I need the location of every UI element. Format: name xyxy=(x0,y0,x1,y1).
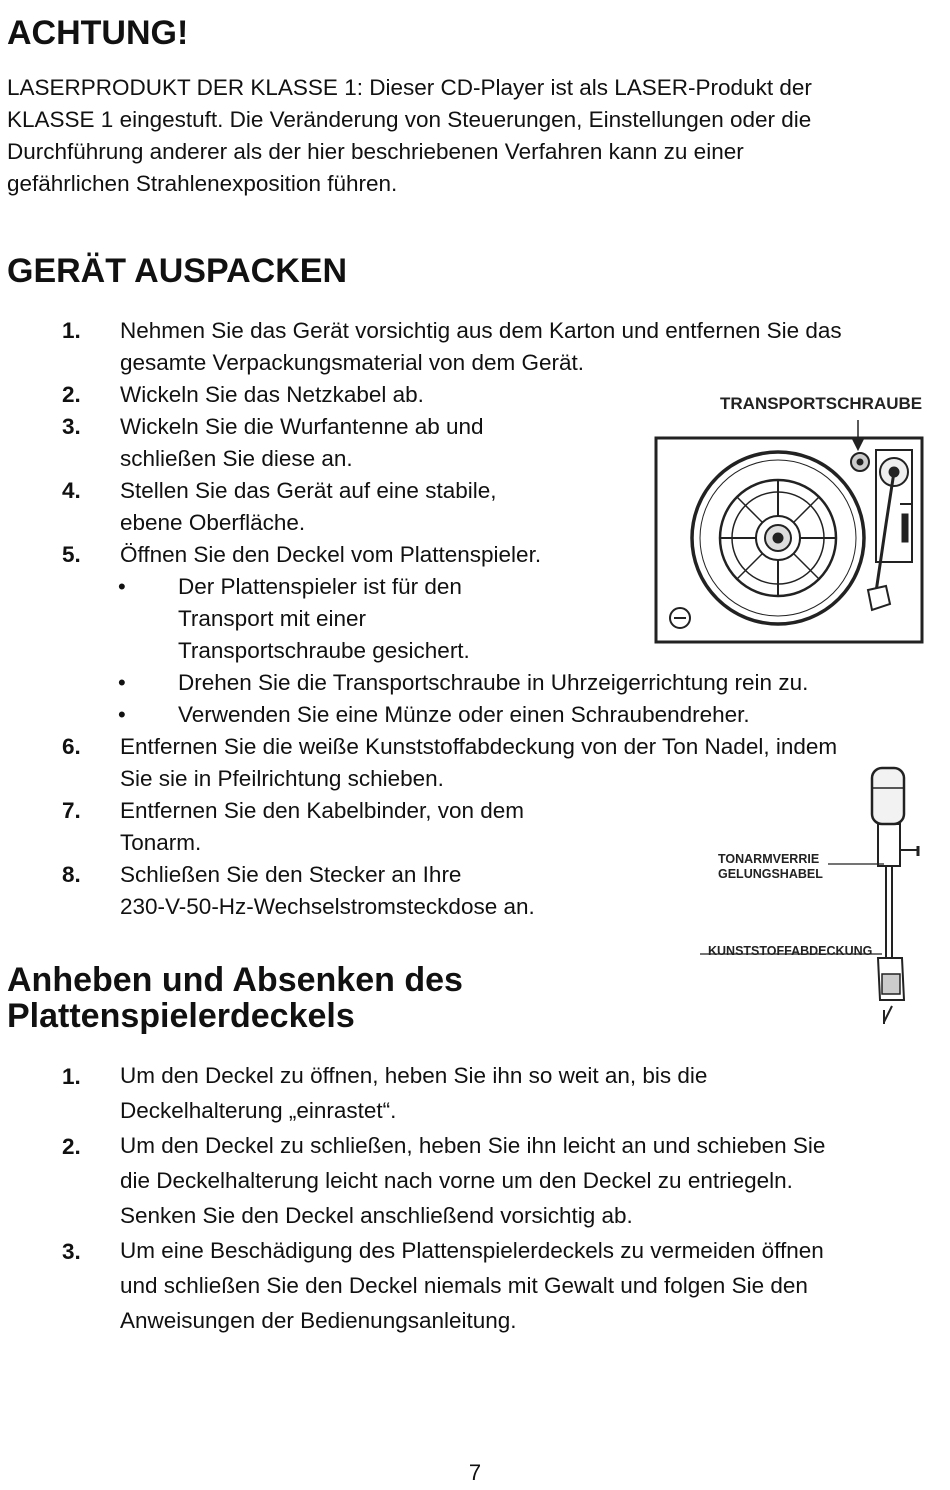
step-line: gesamte Verpackungsmaterial von dem Gerät. xyxy=(120,350,584,375)
step-line: Entfernen Sie den Kabelbinder, von dem xyxy=(120,798,525,823)
step-line: und schließen Sie den Deckel niemals mit Gewalt und folgen Sie den xyxy=(120,1273,808,1298)
bullet-line: Transportschraube gesichert. xyxy=(178,638,470,663)
plastic-cover-label: KUNSTSTOFFABDECKUNG xyxy=(708,944,873,958)
bullet-line: Transport mit einer xyxy=(178,606,366,631)
lid-title xyxy=(7,962,463,1034)
pointer-arrowhead xyxy=(853,440,863,450)
bullet-line: Verwenden Sie eine Münze oder einen Schraubendreher. xyxy=(178,702,750,727)
step-text xyxy=(120,795,524,859)
turntable-illustration xyxy=(650,414,930,646)
step-number: 8. xyxy=(62,862,81,887)
step-line: Schließen Sie den Stecker an Ihre xyxy=(120,862,462,887)
step-text xyxy=(120,379,424,411)
tonearm-lock-label-line: TONARMVERRIE xyxy=(718,852,820,866)
step-number: 7. xyxy=(62,798,81,823)
step-number: 5. xyxy=(62,542,81,567)
unpack-title: GERÄT AUSPACKEN xyxy=(7,252,348,290)
bullet-text xyxy=(178,667,808,699)
tonearm-lock-label xyxy=(718,852,823,882)
transport-screw-label: TRANSPORTSCHRAUBE xyxy=(720,394,923,413)
step-text xyxy=(120,315,842,379)
step-line: Entfernen Sie die weiße Kunststoffabdeckung von der Ton Nadel, indem xyxy=(120,734,838,759)
lid-title-line: Plattenspielerdeckels xyxy=(7,997,355,1035)
step-line: Um eine Beschädigung des Plattenspielerdeckels zu vermeiden öffnen xyxy=(120,1238,824,1263)
step-text xyxy=(120,1058,707,1128)
step-line: Um den Deckel zu schließen, heben Sie ihn leicht an und schieben Sie xyxy=(120,1133,826,1158)
step-line: Anweisungen der Bedienungsanleitung. xyxy=(120,1308,517,1333)
step-line: 230-V-50-Hz-Wechselstromsteckdose an. xyxy=(120,894,535,919)
bullet-text xyxy=(178,571,470,667)
page-number: 7 xyxy=(468,1460,482,1485)
step-number: 3. xyxy=(62,1239,81,1264)
step-line: die Deckelhalterung leicht nach vorne um den Deckel zu entriegeln. xyxy=(120,1168,793,1193)
warning-line: Durchführung anderer als der hier beschriebenen Verfahren kann zu einer xyxy=(7,139,744,164)
step-line: schließen Sie diese an. xyxy=(120,446,353,471)
step-line: ebene Oberfläche. xyxy=(120,510,306,535)
step-line: Senken Sie den Deckel anschließend vorsichtig ab. xyxy=(120,1203,633,1228)
step-text xyxy=(120,539,541,571)
step-number: 4. xyxy=(62,478,81,503)
step-line: Sie sie in Pfeilrichtung schieben. xyxy=(120,766,444,791)
step-number: 1. xyxy=(62,1064,81,1089)
warning-line: gefährlichen Strahlenexposition führen. xyxy=(7,171,398,196)
step-line: Wickeln Sie die Wurfantenne ab und xyxy=(120,414,484,439)
step-number: 3. xyxy=(62,414,81,439)
warning-text xyxy=(7,72,942,200)
bullet-text xyxy=(178,699,750,731)
step-text xyxy=(120,1128,825,1233)
bullet-point: • xyxy=(118,574,126,599)
spindle xyxy=(773,533,783,543)
step-number: 1. xyxy=(62,318,81,343)
step-line: Stellen Sie das Gerät auf eine stabile, xyxy=(120,478,497,503)
step-text xyxy=(120,859,535,923)
stylus-cover xyxy=(882,974,900,994)
warning-line: LASERPRODUKT DER KLASSE 1: Dieser CD-Player ist als LASER-Produkt der xyxy=(7,75,812,100)
warning-line: KLASSE 1 eingestuft. Die Veränderung von Steuerungen, Einstellungen oder die xyxy=(7,107,812,132)
step-number: 2. xyxy=(62,382,81,407)
step-line: Tonarm. xyxy=(120,830,202,855)
step-number: 6. xyxy=(62,734,81,759)
step-line: Deckelhalterung „einrastet“. xyxy=(120,1098,397,1123)
step-line: Öffnen Sie den Deckel vom Plattenspieler. xyxy=(120,542,542,567)
counterweight xyxy=(872,768,904,824)
step-number: 2. xyxy=(62,1134,81,1159)
bullet-line: Drehen Sie die Transportschraube in Uhrzeigerrichtung rein zu. xyxy=(178,670,809,695)
bullet-point: • xyxy=(118,670,126,695)
lid-title-line: Anheben und Absenken des xyxy=(7,961,463,999)
tonearm xyxy=(876,472,894,592)
bullet-point: • xyxy=(118,702,126,727)
warning-title: ACHTUNG! xyxy=(7,14,189,52)
step-line: Wickeln Sie das Netzkabel ab. xyxy=(120,382,424,407)
step-text xyxy=(120,1233,824,1338)
headshell xyxy=(868,586,890,610)
arrow xyxy=(884,1006,892,1024)
bullet-line: Der Plattenspieler ist für den xyxy=(178,574,462,599)
step-text xyxy=(120,731,837,795)
step-line: Nehmen Sie das Gerät vorsichtig aus dem Karton und entfernen Sie das xyxy=(120,318,842,343)
step-text xyxy=(120,475,496,539)
step-line: Um den Deckel zu öffnen, heben Sie ihn so weit an, bis die xyxy=(120,1063,708,1088)
step-text xyxy=(120,411,484,475)
tonearm-lock-label-line: GELUNGSHABEL xyxy=(718,867,823,881)
